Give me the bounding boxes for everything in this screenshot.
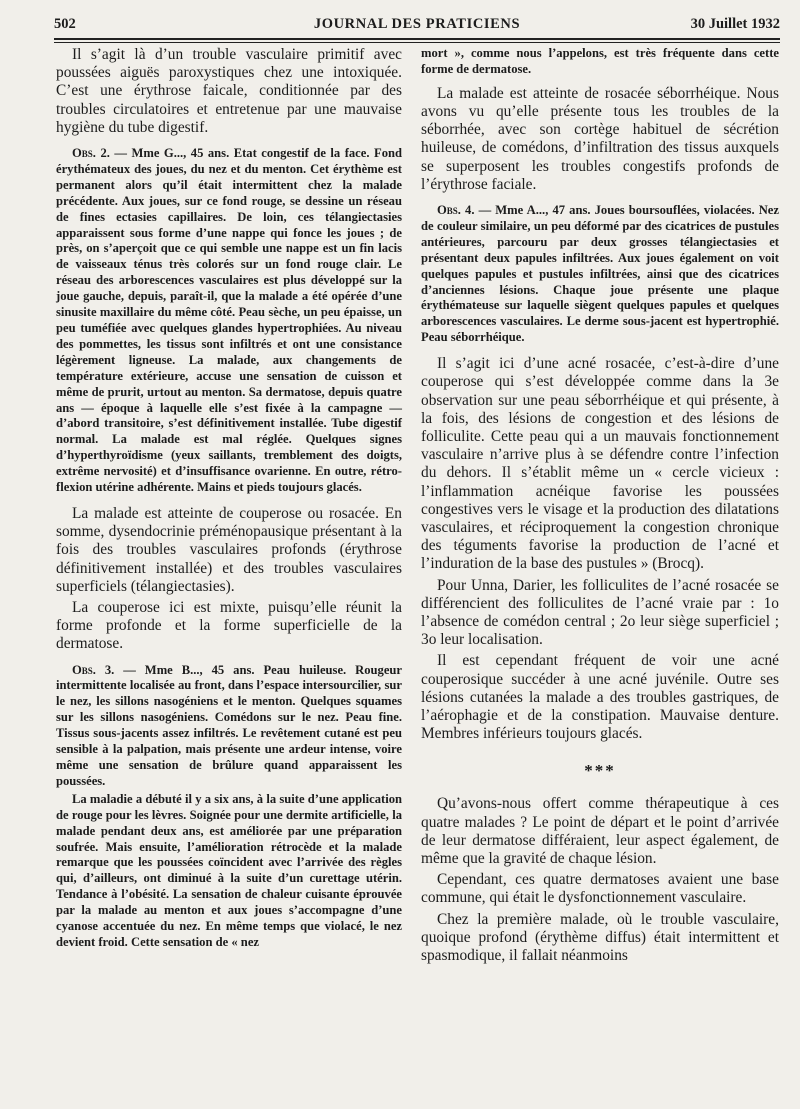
paragraph-text: Qu’avons-nous offert comme thérapeutique à ces quatre malades ? Le point de départ et le point d’arrivée de leur dermatose différaient, leur aspect également, de même que la gravité de chaque lésion.: [421, 795, 779, 868]
section-separator: ***: [584, 761, 616, 781]
observation-paragraph: [421, 203, 779, 346]
paragraph-text: — Mme A..., 47 ans. Joues boursouflées, violacées. Nez de couleur similaire, un peu déformé par des cicatrices de pustules antérieures, parcouru par deux grosses télangiectasies et présentant deux papules infiltrées. Aux joues également on voit quelques papules et pustules infiltrées, ainsi que des cicatrices d’anciennes lésions. Chaque joue présente une plaque érythémateuse sur laquelle siègent quelques papules et quelques arborescences vasculaires. Le derme sous-jacent est hypertrophié. Peau séborrhéique.: [421, 203, 779, 345]
header-rule-thin: [54, 42, 780, 43]
paragraph-text: — Mme G..., 45 ans. Etat congestif de la face. Fond érythémateux des joues, du nez et du menton. Cet érythème est permanent alors qu’il était intermittent chez la malade précédente. Aux joues, sur ce fond rouge, se dessine un réseau de fines ectasies capillaires. De loin, ces télangiectasies apparaissent sous forme d’une nappe qui fonce les joues ; de près, on s’aperçoit que ce qui semble une nappe est un fin lacis de vaisseaux ténus très colorés sur un fond rouge clair. Le réseau des arborescences vasculaires est plus développé sur la joue gauche, depuis, paraît-il, que la malade a été opérée d’une sinusite maxillaire du même côté. Peau sèche, un peu épaisse, un peu tuméfiée avec quelques glandes hypertrophiées. Au niveau des pommettes, les tissus sont infiltrés et ont une consistance légèrement ligneuse. La malade, aux changements de température extérieure, accuse une sensation de cuisson et même de prurit, urtout au menton. Sa dermatose, depuis quatre ans — époque à laquelle elle s’est fixée à la campagne — d’abord transitoire, s’est définitivement installée. Tube digestif normal. La malade est mal réglée. Quelques signes d’hyperthyroïdisme (yeux saillants, tremblement des doigts, extrême nervosité) et d’insuffisance ovarienne. En outre, rétro-flexion utérine adhérente. Mains et pieds toujours glacés.: [56, 146, 402, 495]
paragraph-text: La malade est atteinte de couperose ou rosacée. En somme, dysendocrinie préménopausique présentant à la fois des troubles vasculaires profonds (érythrose définitivement installée) et des troubles vasculaires superficiels (télangiectasies).: [56, 504, 402, 595]
body-paragraph: [421, 355, 779, 573]
paragraph-text: Cependant, ces quatre dermatoses avaient une base commune, qui était le dysfonctionnement vasculaire.: [421, 871, 779, 907]
paragraph-text: La maladie a débuté il y a six ans, à la suite d’une application de rouge pour les lèvres. Soignée pour une dermite artificielle, la malade pendant deux ans, est améliorée par une préparation soufrée. Mais ensuite, l’amélioration rétrocède et la malade remarque que les poussées coïncident avec l’arrivée des règles qui, d’ailleurs, ont diminué à la suite d’un curettage utérin. Tendance à l’obésité. La sensation de chaleur cuisante éprouvée par la malade au menton et aux joues s’accompagne d’une cyanose accentuée du nez. En même temps que violacé, le nez devient froid. Cette sensation de « nez: [56, 791, 402, 949]
observation-label: Obs. 2.: [72, 146, 110, 161]
paragraph-text: — Mme B..., 45 ans. Peau huileuse. Rougeur intermittente localisée au front, dans l’espace intersourcilier, sur le nez, les sillons nasogéniens et le menton. Quelques squames sur les sillons nasogéniens. Comédons sur le nez. Peau fine. Tissus sous-jacents assez infiltrés. Le revêtement cutané est peu sensible à la palpation, mais présente une ardeur intense, voire même une sensation de brûlure quand apparaissent les poussées.: [56, 662, 403, 788]
observation-paragraph: [56, 663, 402, 790]
body-paragraph: [421, 911, 779, 966]
paragraph-text: Il s’agit là d’un trouble vasculaire primitif avec poussées aiguës paroxystiques chez une intoxiquée. C’est une érythrose faicale, conditionnée par des troubles circulatoires et entretenue par une mauvaise hygiène du tube digestif.: [56, 46, 402, 136]
issue-date: 30 Juillet 1932: [690, 16, 780, 32]
body-paragraph: [421, 795, 779, 868]
body-paragraph: [421, 577, 779, 650]
observation-paragraph: [56, 146, 402, 496]
body-paragraph: [421, 871, 779, 907]
running-header: [54, 12, 780, 36]
body-paragraph: [421, 46, 779, 78]
paragraph-text: La couperose ici est mixte, puisqu’elle réunit la forme profonde et la forme superficielle de la dermatose.: [56, 598, 402, 653]
paragraph-text: Chez la première malade, où le trouble vasculaire, quoique profond (érythème diffus) était intermittent et spasmodique, il fallait néanmoins: [421, 910, 779, 965]
paragraph-text: mort », comme nous l’appelons, est très fréquente dans cette forme de dermatose.: [421, 46, 779, 76]
body-paragraph: [56, 599, 402, 654]
right-column: [421, 46, 779, 968]
body-paragraph: [421, 85, 779, 194]
body-paragraph: [56, 505, 402, 596]
paragraph-text: Il s’agit ici d’une acné rosacée, c’est-à-dire d’une couperose qui s’est développée comme dans la 3e observation sur une peau séborrhéique et qui présente, à la fois, des lésions de congestion et des lésions de folliculite. Cette peau qui a un mauvais fonctionnement vasculaire n’arrive plus à se défendre contre l’infection du dehors. Il s’établit même un « cercle vicieux : l’inflammation acnéique favorise les poussées congestives vers le visage et la production des dilatations vasculaires, et réciproquement la congestion chronique des téguments favorise la production de l’acné et l’induration de la base des pustules » (Brocq).: [421, 355, 779, 573]
body-paragraph: [56, 46, 402, 137]
paragraph-text: Il est cependant fréquent de voir une acné couperosique succéder à une acné juvénile. Outre ses lésions cutanées la malade a des troubles gastriques, de l’aérophagie et de la constipation. Mauvaise denture. Membres inférieurs toujours glacés.: [421, 652, 779, 743]
journal-title: JOURNAL DES PRATICIENS: [313, 16, 521, 32]
observation-label: Obs. 4.: [437, 203, 475, 218]
body-paragraph: [421, 652, 779, 743]
page-number: 502: [54, 16, 76, 32]
header-rule-thick: [54, 38, 780, 40]
observation-label: Obs. 3.: [72, 662, 115, 677]
left-column: [56, 46, 402, 953]
paragraph-text: Pour Unna, Darier, les folliculites de l’acné rosacée se différencient des folliculites de l’acné vraie par : 1o l’absence de comédon central ; 2o leur siège superficiel ; 3o leur localisation.: [421, 576, 779, 649]
paragraph-text: La malade est atteinte de rosacée séborrhéique. Nous avons vu qu’elle présente tous les troubles de la séborrhée, avec son cortège habituel de sécrétion huileuse, de comédons, d’infiltration des tissus auxquels se superposent les troubles congestifs profonds de l’érythrose faciale.: [421, 84, 779, 193]
body-paragraph: [56, 792, 402, 951]
